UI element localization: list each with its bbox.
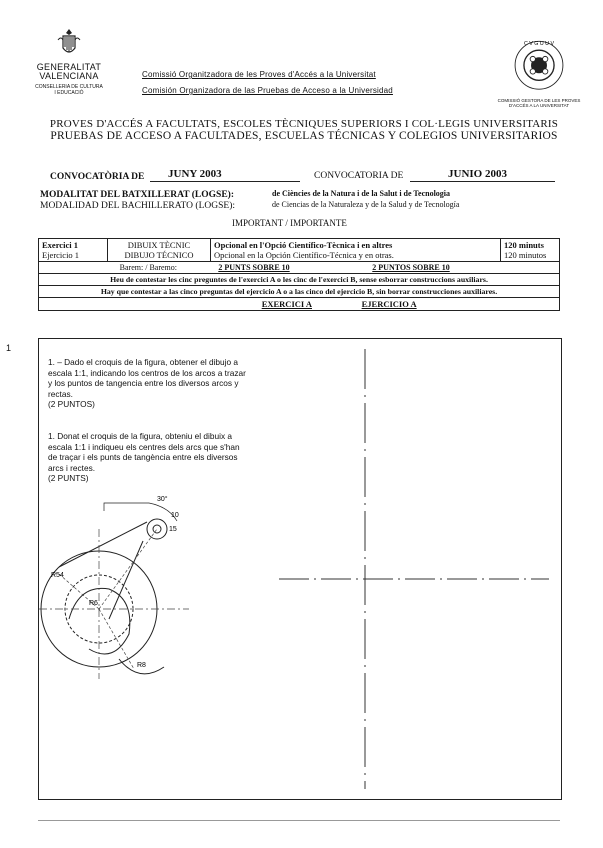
dim-angle: 30° xyxy=(157,496,168,503)
cvgu-seal-icon xyxy=(504,36,574,98)
modalitat-value-es: de Ciencias de la Naturaleza y de la Salud y de Tecnología xyxy=(272,200,460,209)
exercise-a-va: EXERCICI A xyxy=(261,299,312,309)
cvgu-subtitle: COMISSIÓ GESTORA DE LES PROVES D'ACCÉS A LA UNIVERSITAT xyxy=(497,98,581,108)
convocatoria-label-es: CONVOCATORIA DE xyxy=(314,171,404,181)
exercise-label-va: Exercici 1 xyxy=(42,240,78,250)
question-points-es: (2 PUNTOS) xyxy=(48,399,95,409)
convocatoria-value-es: JUNIO 2003 xyxy=(448,168,507,180)
subject-es: DIBUJO TÉCNICO xyxy=(124,250,194,260)
barem-va: 2 PUNTS SOBRE 10 xyxy=(218,263,290,272)
page-number: 1 xyxy=(6,343,12,353)
dim-15: 15 xyxy=(169,526,177,533)
croquis-figure xyxy=(39,489,279,699)
dim-r54: R54 xyxy=(51,572,64,579)
dim-10: 10 xyxy=(171,512,179,519)
time-es: 120 minutos xyxy=(504,250,547,260)
coat-of-arms-icon xyxy=(55,28,83,58)
question-points-va: (2 PUNTS) xyxy=(48,473,89,483)
question-es: 1. – Dado el croquis de la figura, obtener el dibujo a escala 1:1, indicando los centros de los arcos a trazar y los puntos de tangencia entre los diversos arcos y rectas. xyxy=(48,357,246,399)
instructions-es: Hay que contestar a las cinco preguntas del ejercicio A o a las cinco del ejercicio B, sin borrar construcciones auxiliares. xyxy=(100,287,498,296)
convocatoria-value-va: JUNY 2003 xyxy=(168,168,222,180)
modalitat-value-va: de Ciències de la Natura i de la Salut i de Tecnologia xyxy=(272,189,451,198)
generalitat-name-1: GENERALITAT xyxy=(36,62,102,72)
time-va: 120 minuts xyxy=(504,240,544,250)
title-es: PRUEBAS DE ACCESO A FACULTADES, ESCUELAS TÉCNICAS Y COLEGIOS UNIVERSITARIOS xyxy=(50,130,558,142)
exercise-label-es: Ejercicio 1 xyxy=(42,250,80,260)
generalitat-logo xyxy=(34,28,104,96)
commission-es: Comisión Organizadora de las Pruebas de Acceso a la Universidad xyxy=(142,86,393,95)
option-va: Opcional en l'Opció Científico-Tècnica i en altres xyxy=(214,240,393,250)
commission-va: Comissió Organitzadora de les Proves d'Accés a la Universitat xyxy=(142,70,376,79)
subject-va: DIBUIX TÈCNIC xyxy=(127,240,191,250)
title-va: PROVES D'ACCÉS A FACULTATS, ESCOLES TÈCNIQUES SUPERIORS I COL·LEGIS UNIVERSITARIS xyxy=(49,118,559,130)
answer-area xyxy=(38,338,562,800)
conselleria-name: CONSELLERIA DE CULTURA I EDUCACIÓ xyxy=(35,84,103,96)
instructions-va: Heu de contestar les cinc preguntes de l'exercici A o les cinc de l'exercici B, sense esborrar construccions auxiliars. xyxy=(110,275,488,284)
important-label: IMPORTANT / IMPORTANTE xyxy=(232,218,347,228)
cvgu-logo xyxy=(497,36,581,116)
exercise-a-es: EJERCICIO A xyxy=(361,299,417,309)
barem-es: 2 PUNTOS SOBRE 10 xyxy=(372,263,450,272)
modalitat-label-va: MODALITAT DEL BATXILLERAT (LOGSE): xyxy=(40,190,234,200)
question-va: 1. Donat el croquis de la figura, obteniu el dibuix a escala 1:1 i indiqueu els centres dels arcs que s'han de traçar i els punts de tangència entre els diversos arcs i rectes. xyxy=(48,431,240,473)
seal-ring-text: C V G U U V xyxy=(523,40,555,47)
dim-r8: R8 xyxy=(137,662,146,669)
option-es: Opcional en la Opción Científico-Técnica y en otras. xyxy=(214,250,394,260)
dim-r6: R6 xyxy=(89,600,98,607)
barem-label: Barem: / Baremo: xyxy=(119,263,177,272)
modalitat-label-es: MODALIDAD DEL BACHILLERATO (LOGSE): xyxy=(40,201,235,211)
generalitat-name-2: VALENCIANA xyxy=(39,71,99,81)
exam-info-table xyxy=(38,238,560,311)
convocatoria-label-va: CONVOCATÒRIA DE xyxy=(50,172,145,182)
